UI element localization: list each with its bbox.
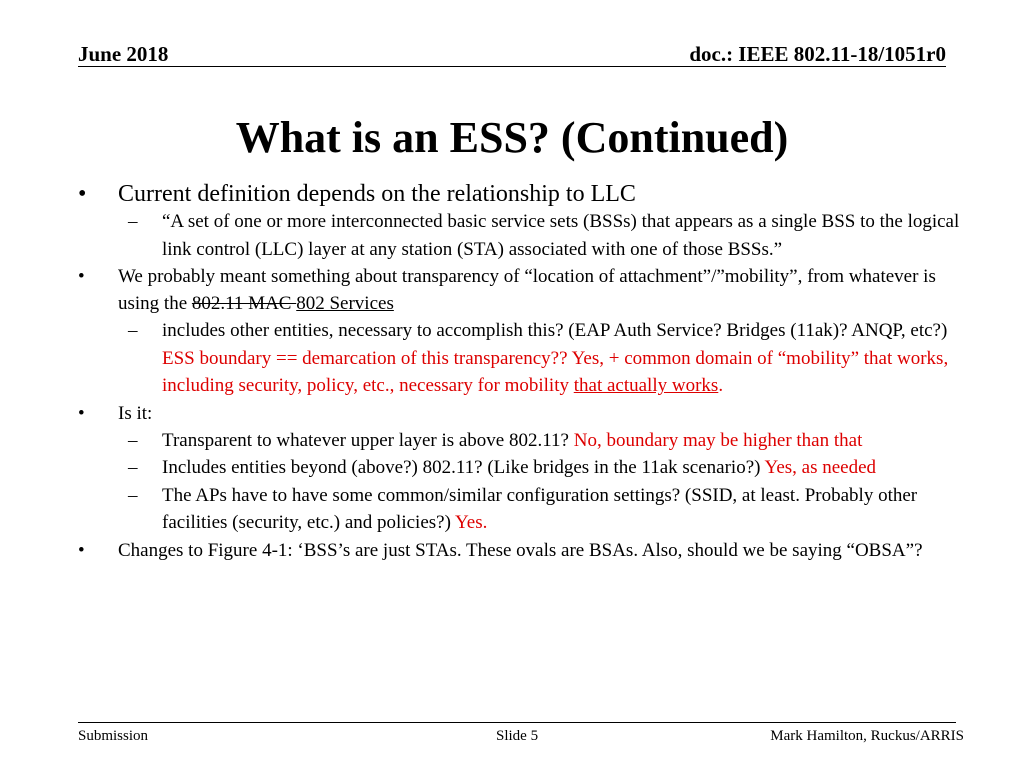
bullet-item [78, 400, 978, 427]
bullet-marker: • [78, 266, 85, 287]
bullet-marker: • [78, 539, 85, 561]
bullet-marker: • [78, 402, 85, 424]
sub-bullet-text: Transparent to whatever upper layer is above 802.11? [162, 429, 574, 451]
dash-marker: – [128, 457, 138, 478]
bullet-text: Current definition depends on the relationship to LLC [118, 181, 636, 207]
bullet-marker: • [78, 181, 87, 207]
sub-bullet-text: Includes entities beyond (above?) 802.11? (Like bridges in the 11ak scenario?) [162, 457, 765, 478]
answer-text: Yes, as needed [764, 457, 877, 478]
header-divider [78, 66, 946, 67]
sub-bullet-item [78, 427, 978, 455]
answer-text: No, boundary may be higher than that [573, 429, 863, 451]
answer-text: ESS boundary == demarcation of this transparency?? Yes, + common domain of “mobility” that works, including security, policy, etc., necessary for mobility [162, 347, 949, 396]
answer-inserted-text: that actually works [573, 375, 719, 396]
dash-marker: – [128, 211, 138, 232]
bullet-item [78, 537, 978, 564]
sub-bullet-item [78, 454, 978, 482]
sub-bullet-text: includes other entities, necessary to accomplish this? (EAP Auth Service? Bridges (11ak)? ANQP, etc?) [162, 320, 948, 341]
slide-title: What is an ESS? (Continued) [235, 113, 789, 162]
header-date: June 2018 [78, 42, 169, 66]
sub-bullet-item [78, 317, 978, 400]
bullet-text: Changes to Figure 4-1: ‘BSS’s are just STAs. These ovals are BSAs. Also, should we be saying “OBSA”? [118, 539, 923, 561]
footer-slide-number: Slide 5 [496, 728, 539, 744]
dash-marker: – [128, 484, 138, 506]
header-doc-id: doc.: IEEE 802.11-18/1051r0 [689, 42, 946, 66]
bullet-text: Is it: [118, 402, 153, 424]
inserted-text: 802 Services [296, 293, 394, 314]
dash-marker: – [128, 320, 138, 341]
footer-submission: Submission [78, 728, 149, 744]
sub-bullet-item [78, 208, 978, 263]
bullet-text: We probably meant something about transparency of “location of attachment”/”mobility”, from whatever is using the [118, 266, 936, 314]
sub-bullet-text: The APs have to have some common/similar configuration settings? (SSID, at least. Probably other facilities (security, etc.) and policies?) [162, 484, 918, 533]
footer-author: Mark Hamilton, Ruckus/ARRIS [770, 728, 964, 744]
bullet-item [78, 180, 978, 208]
dash-marker: – [128, 429, 138, 451]
answer-text: Yes. [454, 512, 488, 533]
slide-body [78, 180, 978, 564]
struck-text: 802.11 MAC [191, 293, 297, 314]
bullet-item [78, 263, 978, 317]
sub-bullet-item [78, 482, 978, 537]
sub-bullet-text: “A set of one or more interconnected basic service sets (BSSs) that appears as a single BSS to the logical link control (LLC) layer at any station (STA) associated with one of those BSSs.” [162, 211, 960, 260]
answer-text-end: . [718, 375, 724, 396]
footer-divider [78, 722, 956, 723]
